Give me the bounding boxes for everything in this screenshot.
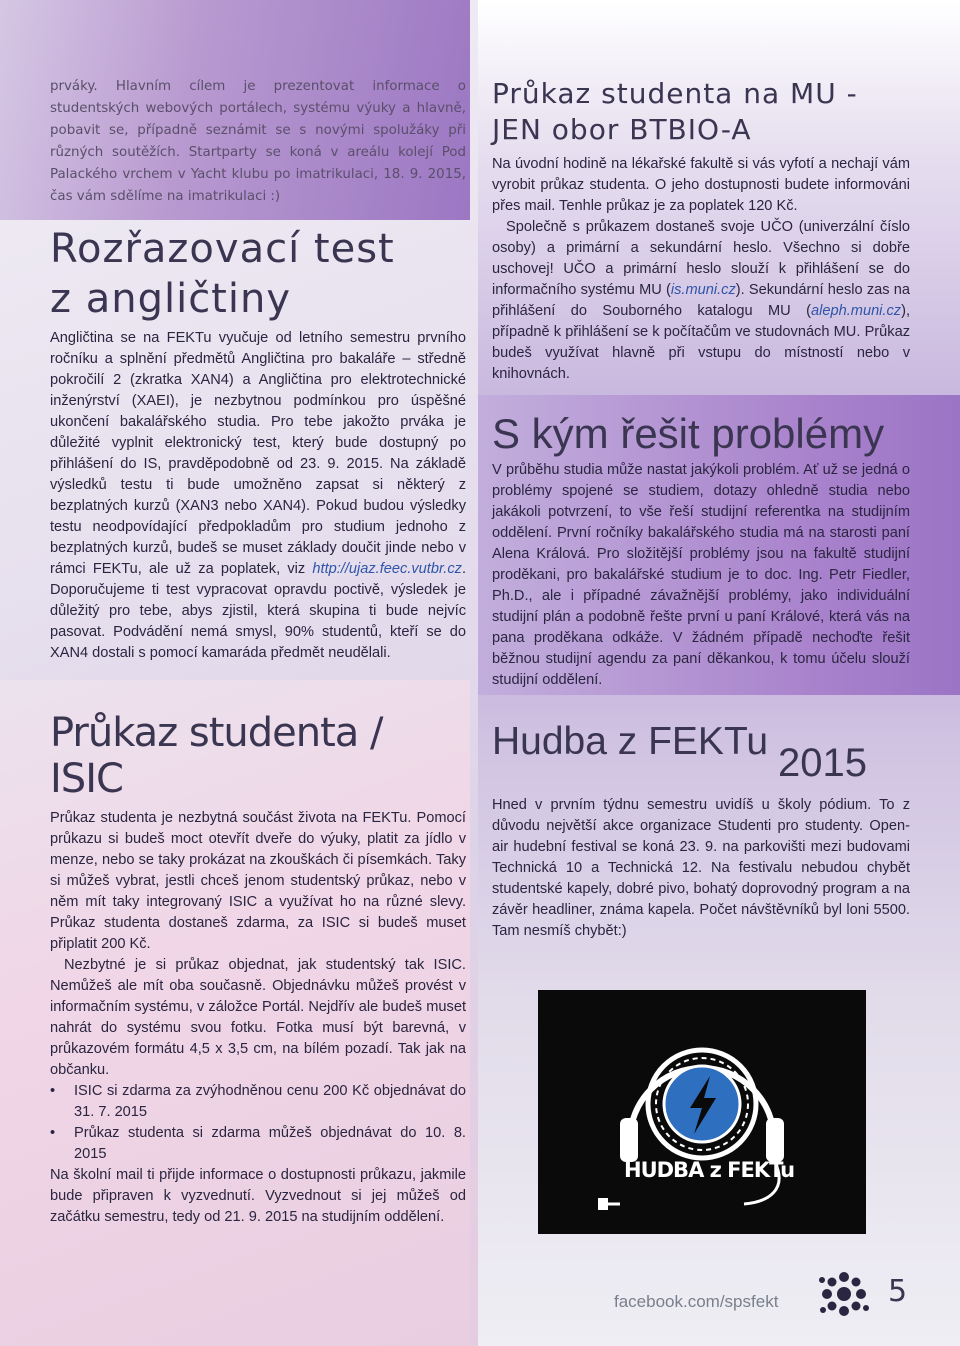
isic-title: Průkaz studenta / ISIC <box>50 710 383 802</box>
is-muni-link[interactable]: is.muni.cz <box>670 282 736 298</box>
music-title-year: 2015 <box>778 741 867 785</box>
list-item: • Průkaz studenta si zdarma můžeš objednávat do 10. 8. 2015 <box>74 1123 466 1165</box>
english-test-section <box>50 224 466 664</box>
problems-paragraph: V průběhu studia může nastat jakýkoli problém. Ať už se jedná o problémy spojené se studiem, dotazy ohledně studia nebo jakákoli potvrzení, to vše řeší studijní referentka na studijním oddělení. První ročníky bakalářského studia má na starosti paní Alena Králová. Pro složitější problémy jsou na fakultě studijní proděkani, pro bakalářské studium je to doc. Ing. Petr Fiedler, Ph.D., ale i případné závažnější problémy, jako individuální studijní plán a podobně řešte první u paní Králové, která vás na pana proděkana odkáže. V žádném případě nechoďte řešit běžnou studijní agendu za paní děkankou, k tomu účelu slouží studijní oddělení. <box>492 462 910 688</box>
mu-card-paragraph-1: Na úvodní hodině na lékařské fakultě si vás vyfotí a nechají vám vyrobit průkaz studenta. O jeho dostupnosti budete informováni přes mail. Tenhle průkaz je za poplatek 120 Kč. <box>492 156 910 214</box>
headphones-logo-icon <box>538 990 866 1234</box>
intro-paragraph: prváky. Hlavním cílem je prezentovat informace o studentských webových portálech, systému výuky a hlavně, pobavit se, případně seznámit se s novými spolužáky při různých soutěžích. Startparty se koná v areálu kolejí Pod Palackého vrchem v Yacht klubu po imatrikulaci, 18. 9. 2015, čas vám sdělíme na imatrikulaci :) <box>50 79 466 204</box>
mu-card-title-line2: JEN obor BTBIO-A <box>492 113 752 146</box>
ujaz-link[interactable]: http://ujaz.feec.vutbr.cz <box>312 561 462 577</box>
english-test-paragraph <box>50 328 466 664</box>
isic-paragraph-3: Na školní mail ti přijde informace o dostupnosti průkazu, jakmile bude připraven k vyzvednutí. Vyzvednout si jej můžeš od začátku semestru, tedy od 21. 9. 2015 na studijním oddělení. <box>50 1167 466 1225</box>
english-test-title <box>50 224 466 324</box>
problems-section <box>492 410 910 691</box>
intro-section <box>50 76 466 208</box>
english-test-text: Angličtina se na FEKTu vyučuje od letního semestru prvního ročníku a splnění předmětů Angličtina pro bakaláře – středně pokročilí 2 (zkratka XAN4) a Angličtina pro elektrotechnické inženýrství (XAEI), je nezbytnou podmínkou pro úspěšné ukončení bakalářského studia. Pro tebe jakožto prváka je důležité vyplnit elektronický test, který bude dostupný po přihlášení do IS, pravděpodobně od 23. 9. 2015. Na základě výsledků testu ti bude umožněno zapsat si některý z bezplatných kurzů (XAN3 nebo XAN4). Pokud budou výsledky testu neodpovídající předpokladům pro studium jednoho z bezplatných kurzů, budeš se muset základy doučit jinde nebo v rámci FEKTu, ale už za poplatek, viz <box>50 330 466 577</box>
isic-section <box>50 710 466 1228</box>
aleph-muni-link[interactable]: aleph.muni.cz <box>811 303 902 319</box>
dots-cluster-icon <box>818 1268 870 1320</box>
hudba-logo-image <box>538 990 866 1234</box>
isic-paragraph-1: Průkaz studenta je nezbytná součást života na FEKTu. Pomocí průkazu si budeš moct otevřít dveře do výuky, platit za jídlo v menze, nebo se taky prokázat na zkouškách či písemkách. Taky si můžeš vybrat, jestli chceš jenom studentský průkaz, nebo v něm mít taky integrovaný ISIC a využívat ho na různé slevy. Průkaz studenta dostaneš zdarma, za ISIC si budeš muset připlatit 200 Kč. <box>50 810 466 952</box>
list-item: • ISIC si zdarma za zvýhodněnou cenu 200 Kč objednávat do 31. 7. 2015 <box>74 1081 466 1123</box>
facebook-link[interactable]: facebook.com/spsfekt <box>614 1292 779 1311</box>
isic-paragraph-2: Nezbytné je si průkaz objednat, jak studentský tak ISIC. Nemůžeš ale mít oba současně. Objednávku můžeš provést v informačním systému, v záložce Portál. Nejdřív ale budeš muset nahrát do systému svou fotku. Fotka musí být barevná, v průkazovém formátu 4,5 x 3,5 cm, na bílém pozadí. Tak jak na občanku. <box>50 957 466 1078</box>
mu-card-title-line1: Průkaz studenta na MU - <box>492 77 858 110</box>
isic-deadlines-list <box>50 1081 466 1165</box>
mu-card-section <box>492 76 910 385</box>
music-paragraph: Hned v prvním týdnu semestru uvidíš u školy pódium. To z důvodu největší akce organizace Studenti pro studenty. Open-air hudební festival se koná 23. 9. na parkovišti mezi budovami Technická 10 a Technická 12. Na festivalu nebudou chybět studentské kapely, dobré pivo, bohatý doprovodný program a na závěr headliner, známa kapela. Počet návštěvníků byl loni 5500. Tam nesmíš chybět:) <box>492 797 910 939</box>
mu-card-text-c: ), případně k přihlášení se k počítačům ve studovnách MU. Průkaz budeš využívat hlavně při vstupu do místností nebo v knihovnách. <box>492 303 910 382</box>
mu-card-text-b: ). Sekundární heslo zas na přihlášení do Souborného katalogu MU ( <box>492 282 910 319</box>
english-test-title-line1: Rozřazovací test <box>50 226 395 272</box>
mu-card-text-a: Společně s průkazem dostaneš svoje UČO (univerzální číslo osoby) a primární a sekundární heslo. Všechno si dobře uschovej! UČO a primární heslo slouží k přihlášení se do informačního systému MU ( <box>492 219 910 298</box>
page-number: 5 <box>888 1274 908 1309</box>
music-title-text: Hudba z FEKTu <box>492 720 769 763</box>
mu-card-paragraph-2 <box>492 217 910 385</box>
music-section <box>492 718 910 942</box>
problems-title: S kým řešit problémy <box>492 410 885 457</box>
music-title <box>492 718 910 785</box>
english-test-text-end: . Doporučujeme ti test vypracovat opravdu poctivě, výsledek je důležitý pro tebe, abys zjistil, která skupina ti bude nejvíc pasovat. Podvádění nemá smysl, 90% studentů, kteří se do XAN4 dostali s pomocí kamaráda předmět neudělali. <box>50 561 466 661</box>
english-test-title-line2: z angličtiny <box>50 276 292 322</box>
mu-card-title <box>492 76 910 148</box>
hudba-logo-text: HUDBA z FEKTu <box>624 1158 795 1182</box>
